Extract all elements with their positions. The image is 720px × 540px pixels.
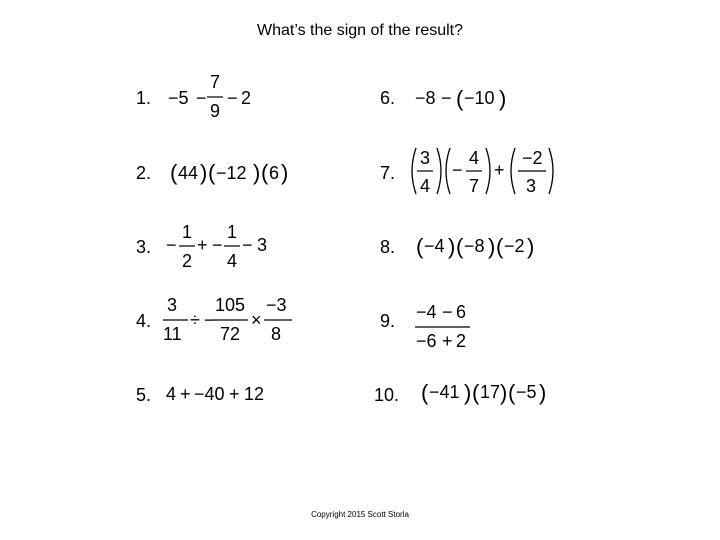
math-symbol: − xyxy=(212,235,223,255)
math-symbol: −10 xyxy=(464,88,495,108)
problem-number-3: 3. xyxy=(136,237,152,257)
math-symbol: 6 xyxy=(456,302,467,322)
math-symbol: 17 xyxy=(480,382,501,402)
math-symbol: 72 xyxy=(220,324,241,344)
math-symbol: −6 xyxy=(416,331,437,351)
math-symbol: ) xyxy=(200,160,208,185)
expression-1 xyxy=(168,72,251,121)
problem-number-5: 5. xyxy=(136,385,152,405)
math-symbol: ) xyxy=(488,234,496,259)
denominator: 9 xyxy=(210,101,221,121)
math-symbol: 1 xyxy=(182,222,193,242)
problem-number-9: 9. xyxy=(380,311,396,331)
math-symbol: ( xyxy=(508,380,516,405)
math-symbol: −12 xyxy=(216,163,247,183)
expression-7 xyxy=(412,148,553,196)
math-symbol: ) xyxy=(464,380,472,405)
math-symbol: −3 xyxy=(266,295,287,315)
math-symbol: − xyxy=(442,302,453,322)
problem-number-7: 7. xyxy=(380,163,396,183)
math-symbol: ( xyxy=(472,380,480,405)
math-symbol: ( xyxy=(261,160,269,185)
math-symbol: × xyxy=(251,310,262,330)
expression-6 xyxy=(415,86,506,111)
math-symbol: 7 xyxy=(469,176,480,196)
math-symbol: −41 xyxy=(429,382,460,402)
math-symbol: 3 xyxy=(257,235,268,255)
math-symbol: −8 xyxy=(464,236,485,256)
math-symbol: + xyxy=(229,384,240,404)
math-symbol: 3 xyxy=(526,176,537,196)
math-symbol: 1 xyxy=(227,222,238,242)
term: 2 xyxy=(241,88,252,108)
page-title: What’s the sign of the result? xyxy=(256,22,464,39)
math-symbol: ( xyxy=(496,234,504,259)
expression-8 xyxy=(416,234,534,259)
parenthesis xyxy=(412,148,416,194)
math-symbol: 105 xyxy=(215,295,246,315)
math-symbol: 3 xyxy=(167,295,178,315)
expression-10 xyxy=(421,380,546,405)
math-symbol: 2 xyxy=(456,331,467,351)
expression-3 xyxy=(166,222,267,271)
math-symbol: ) xyxy=(448,234,456,259)
parenthesis xyxy=(511,148,515,194)
expression-5 xyxy=(166,384,264,404)
problem-number-10: 10. xyxy=(374,385,400,405)
math-symbol: 11 xyxy=(163,324,182,344)
numerator: 7 xyxy=(210,72,221,92)
parenthesis xyxy=(549,148,553,194)
math-symbol: ( xyxy=(208,160,216,185)
math-symbol: ) xyxy=(281,160,289,185)
math-symbol: ) xyxy=(500,380,508,405)
math-symbol: ( xyxy=(456,234,464,259)
math-symbol: 3 xyxy=(420,148,431,168)
problem-number-8: 8. xyxy=(380,237,396,257)
expression-9 xyxy=(415,302,470,351)
math-symbol: −2 xyxy=(504,236,525,256)
operator: − xyxy=(196,88,207,108)
math-symbol: + xyxy=(442,331,453,351)
problem-number-1: 1. xyxy=(136,88,152,108)
math-symbol: − xyxy=(441,88,452,108)
math-symbol: − xyxy=(242,235,253,255)
expression-4 xyxy=(163,295,292,344)
parenthesis xyxy=(486,148,490,194)
math-symbol: − xyxy=(204,310,215,330)
math-symbol: −2 xyxy=(522,148,543,168)
operator: − xyxy=(227,88,238,108)
math-symbol: 8 xyxy=(271,324,282,344)
math-symbol: + xyxy=(180,384,191,404)
math-symbol: 4 xyxy=(420,176,431,196)
expression-2 xyxy=(170,160,288,185)
math-symbol: 4 xyxy=(227,251,238,271)
math-symbol: + xyxy=(494,160,505,180)
math-symbol: ) xyxy=(527,234,535,259)
math-symbol: 12 xyxy=(244,384,265,404)
math-symbol: − xyxy=(452,160,463,180)
math-symbol: 2 xyxy=(182,251,193,271)
math-symbol: ( xyxy=(421,380,429,405)
problem-number-4: 4. xyxy=(136,311,152,331)
math-symbol: 4 xyxy=(166,384,177,404)
math-symbol: −4 xyxy=(416,302,437,322)
math-symbol: ( xyxy=(416,234,424,259)
math-symbol: 44 xyxy=(178,163,199,183)
math-symbol: ÷ xyxy=(190,310,200,330)
math-symbol: 4 xyxy=(469,148,480,168)
term: −5 xyxy=(168,88,189,108)
math-symbol: ) xyxy=(253,160,261,185)
math-symbol: + xyxy=(197,235,208,255)
math-symbol: −40 xyxy=(194,384,225,404)
math-symbol: −8 xyxy=(415,88,436,108)
problem-number-2: 2. xyxy=(136,163,152,183)
math-symbol: ) xyxy=(499,86,507,111)
math-symbol: −5 xyxy=(516,382,537,402)
parenthesis xyxy=(437,148,441,194)
math-symbol: ( xyxy=(456,86,464,111)
parenthesis xyxy=(446,148,450,194)
copyright-notice: Copyright 2015 Scott Storla xyxy=(311,510,409,519)
math-symbol: ) xyxy=(539,380,547,405)
math-symbol: 6 xyxy=(269,163,280,183)
problem-number-6: 6. xyxy=(380,88,396,108)
math-symbol: − xyxy=(166,235,177,255)
math-symbol: −4 xyxy=(424,236,445,256)
math-symbol: ( xyxy=(170,160,178,185)
